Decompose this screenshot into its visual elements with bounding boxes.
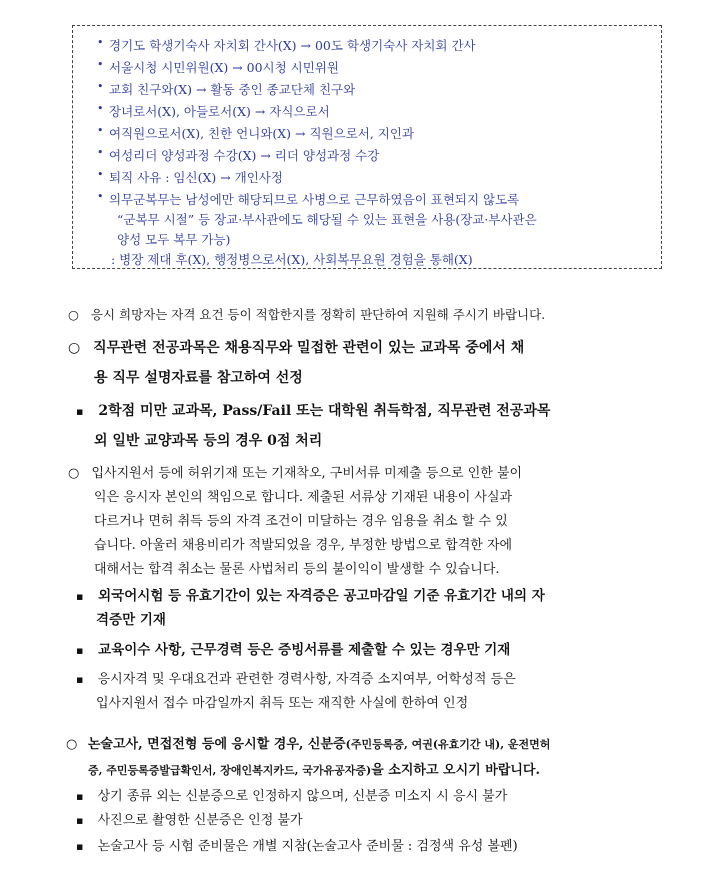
dot-bullet: • [97, 190, 104, 203]
box-item-cont: “군복무 시절” 등 장교·부사관에도 해당될 수 있는 표현을 사용(장교·부사관은 [117, 212, 537, 227]
paragraph-4 [66, 733, 550, 752]
dot-bullet: • [97, 36, 104, 49]
p2-line-1: 직무관련 전공과목은 채용직무와 밀접한 관련이 있는 교과목 중에서 채 [93, 340, 525, 356]
square-bullet: ▪ [76, 840, 84, 853]
circle-bullet: ○ [68, 307, 79, 322]
box-item-text: 여직원으로서(X), 친한 언니와(X) → 직원으로서, 지인과 [109, 126, 415, 141]
p3-sub-2 [76, 638, 510, 658]
p3-line: 다르거나 면허 취득 등의 자격 조건이 미달하는 경우 임용을 취소 할 수 있 [94, 514, 508, 529]
box-item-text: 서울시청 시민위원(X) → 00시청 시민위원 [109, 60, 339, 75]
paragraph-2 [68, 337, 524, 357]
square-bullet: ▪ [76, 814, 84, 827]
p3-sub-1 [76, 584, 545, 604]
square-bullet: ▪ [76, 790, 84, 803]
p4-line-1-small: (주민등록증, 여권(유효기간 내), 운전면허 [345, 738, 551, 751]
p3-sub1-line-2: 격증만 기재 [96, 612, 166, 628]
box-item [97, 190, 520, 208]
p2-sub-line-1: 2학점 미만 교과목, Pass/Fail 또는 대학원 취득학점, 직무관련 전공과목 [98, 403, 551, 419]
box-item-cont: 양성 모두 복무 가능) [117, 232, 231, 247]
circle-bullet: ○ [68, 340, 81, 356]
p4-line-2-small: 증, 주민등록증발급확인서, 장애인복지카드, 국가유공자증) [88, 764, 372, 777]
box-item [97, 80, 356, 98]
p4-sub1-text: 상기 종류 외는 신분증으로 인정하지 않으며, 신분증 미소지 시 응시 불가 [97, 789, 508, 804]
dot-bullet: • [97, 168, 104, 181]
box-item [97, 36, 476, 54]
box-item [97, 168, 283, 186]
dot-bullet: • [97, 102, 104, 115]
p4-line-1-a: 논술고사, 면접전형 등에 응시할 경우, 신분증 [87, 737, 346, 752]
circle-bullet: ○ [68, 466, 80, 481]
p4-line-2 [88, 759, 540, 778]
example-box [72, 25, 662, 269]
p3-sub3-line-2: 입사지원서 접수 마감일까지 취득 또는 재직한 사실에 한하여 인정 [96, 696, 469, 711]
dot-bullet: • [97, 124, 104, 137]
p3-sub1-line-1: 외국어시험 등 유효기간이 있는 자격증은 공고마감일 기준 유효기간 내의 자 [98, 588, 545, 604]
p1-text: 응시 희망자는 자격 요건 등이 적합한지를 정확히 판단하여 지원해 주시기 바랍니다. [90, 307, 546, 322]
p3-sub-3 [76, 668, 516, 687]
box-item [97, 124, 415, 142]
p3-sub2-text: 교육이수 사항, 근무경력 등은 증빙서류를 제출할 수 있는 경우만 기재 [98, 642, 511, 658]
p3-sub3-line-1: 응시자격 및 우대요건과 관련한 경력사항, 자격증 소지여부, 어학성적 등은 [97, 672, 516, 687]
dot-bullet: • [97, 58, 104, 71]
box-item-text: 퇴직 사유 : 임신(X) → 개인사정 [109, 170, 283, 185]
dot-bullet: • [97, 146, 104, 159]
p4-line-2-b: 을 소지하고 오시기 바랍니다. [371, 763, 541, 778]
p2-sub-line-2: 외 일반 교양과목 등의 경우 0점 처리 [94, 433, 323, 449]
dot-bullet: • [97, 80, 104, 93]
p3-line: 습니다. 아울러 채용비리가 적발되었을 경우, 부정한 방법으로 합격한 자에 [94, 538, 513, 553]
square-bullet: ▪ [76, 644, 84, 657]
paragraph-3 [68, 462, 522, 481]
box-item-text: 교회 친구와(X) → 활동 중인 종교단체 친구와 [109, 82, 356, 97]
p2-line-2: 용 직무 설명자료를 참고하여 선정 [94, 370, 303, 386]
box-item-cont: : 병장 제대 후(X), 행정병으로서(X), 사회복무요원 경험을 통해(X) [111, 252, 473, 267]
p4-sub-1 [76, 785, 507, 804]
p3-line: 대해서는 합격 취소는 물론 사법처리 등의 불이익이 발생할 수 있습니다. [94, 562, 500, 577]
p4-sub2-text: 사진으로 촬영한 신분증은 인정 불가 [97, 813, 303, 828]
p4-sub-3 [76, 835, 518, 854]
p3-line: 익은 응시자 본인의 책임으로 합니다. 제출된 서류상 기재된 내용이 사실과 [94, 490, 513, 505]
square-bullet: ▪ [76, 673, 84, 686]
p2-sub [76, 400, 550, 420]
box-item-text: 장녀로서(X), 아들로서(X) → 자식으로서 [109, 104, 330, 119]
circle-bullet: ○ [66, 737, 78, 752]
square-bullet: ▪ [76, 405, 84, 418]
box-item [97, 102, 330, 120]
paragraph-1 [68, 305, 545, 323]
p3-line: 입사지원서 등에 허위기재 또는 기재착오, 구비서류 미제출 등으로 인한 불이 [91, 466, 523, 481]
p4-sub-2 [76, 809, 303, 828]
box-item-text: 의무군복무는 남성에만 해당되므로 사병으로 근무하였음이 표현되지 않도록 [109, 192, 520, 207]
box-item [97, 58, 339, 76]
box-item-text: 경기도 학생기숙사 자치회 간사(X) → 00도 학생기숙사 자치회 간사 [109, 38, 476, 53]
square-bullet: ▪ [76, 590, 84, 603]
p4-sub3-text: 논술고사 등 시험 준비물은 개별 지참(논술고사 준비물 : 검정색 유성 볼펜) [97, 839, 518, 854]
box-item [97, 146, 380, 164]
box-item-text: 여성리더 양성과정 수강(X) → 리더 양성과정 수강 [109, 148, 380, 163]
